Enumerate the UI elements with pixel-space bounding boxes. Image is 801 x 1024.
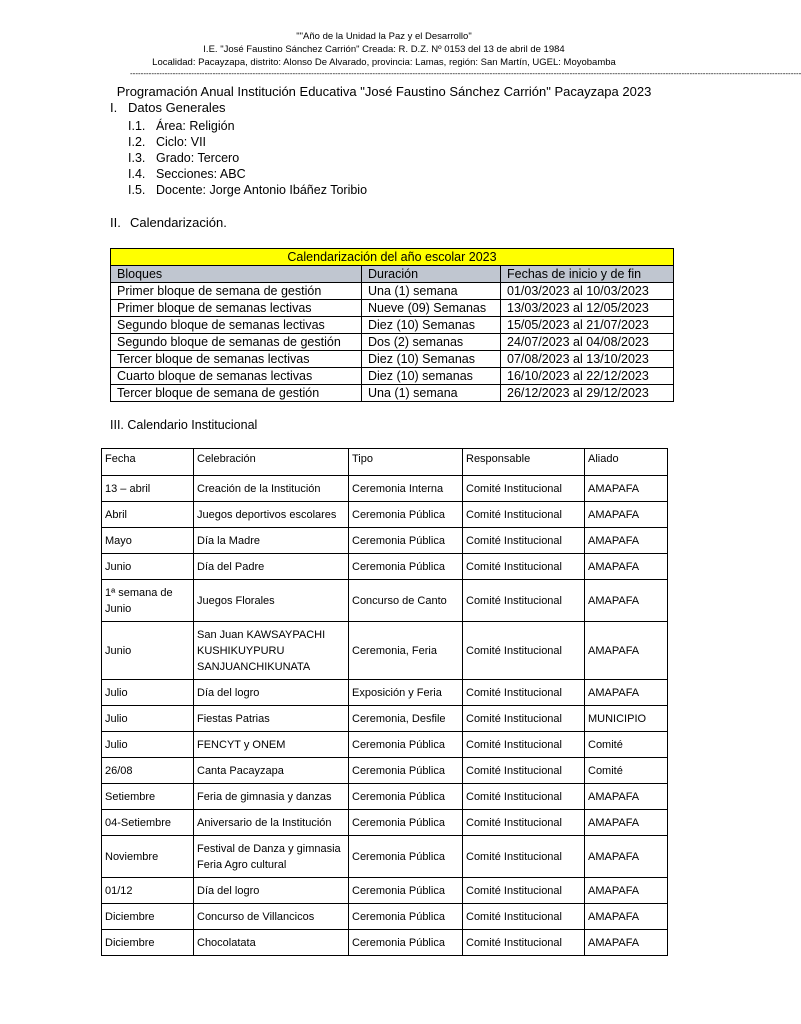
cell: Cuarto bloque de semanas lectivas [111, 368, 362, 385]
cell: Mayo [102, 528, 194, 554]
cell: Nueve (09) Semanas [362, 300, 501, 317]
cell: AMAPAFA [585, 904, 668, 930]
header-institution: I.E. "José Faustino Sánchez Carrión" Creada: R. D.Z. Nº 0153 del 13 de abril de 1984 [203, 44, 565, 55]
cell: AMAPAFA [585, 836, 668, 878]
cell: MUNICIPIO [585, 706, 668, 732]
cell: Diez (10) Semanas [362, 351, 501, 368]
cell: 01/12 [102, 878, 194, 904]
cell: Chocolatata [194, 930, 349, 956]
table-row [102, 580, 668, 622]
cell: Ceremonia Pública [349, 904, 463, 930]
cell: Día del logro [194, 680, 349, 706]
calendar-header: Fechas de inicio y de fin [501, 266, 674, 283]
cell: Ceremonia Pública [349, 784, 463, 810]
cell: 24/07/2023 al 04/08/2023 [501, 334, 674, 351]
cell: Junio [102, 622, 194, 680]
institutional-header: Fecha [102, 449, 194, 476]
cell: Comité Institucional [463, 836, 585, 878]
cell: Comité Institucional [463, 758, 585, 784]
cell: Diciembre [102, 904, 194, 930]
cell: Julio [102, 732, 194, 758]
table-row [102, 706, 668, 732]
table-row [102, 784, 668, 810]
cell: AMAPAFA [585, 810, 668, 836]
cell: Día del logro [194, 878, 349, 904]
cell: Ceremonia Pública [349, 930, 463, 956]
header-motto: ""Año de la Unidad la Paz y el Desarrollo" [296, 31, 472, 42]
table-row [102, 680, 668, 706]
cell: Feria de gimnasia y danzas [194, 784, 349, 810]
cell: Segundo bloque de semanas de gestión [111, 334, 362, 351]
cell: 04-Setiembre [102, 810, 194, 836]
cell: 15/05/2023 al 21/07/2023 [501, 317, 674, 334]
table-row [111, 334, 674, 351]
cell: Tercer bloque de semanas lectivas [111, 351, 362, 368]
cell: 16/10/2023 al 22/12/2023 [501, 368, 674, 385]
cell: 13/03/2023 al 12/05/2023 [501, 300, 674, 317]
cell: Fiestas Patrias [194, 706, 349, 732]
table-row [102, 622, 668, 680]
cell: AMAPAFA [585, 502, 668, 528]
cell: Creación de la Institución [194, 476, 349, 502]
document-title: Programación Anual Institución Educativa "José Faustino Sánchez Carrión" Pacayzapa 2023 [116, 84, 652, 99]
cell: Exposición y Feria [349, 680, 463, 706]
table-row [102, 930, 668, 956]
cell: Julio [102, 706, 194, 732]
table-row [102, 502, 668, 528]
cell: Comité Institucional [463, 810, 585, 836]
cell: Primer bloque de semana de gestión [111, 283, 362, 300]
cell: Tercer bloque de semana de gestión [111, 385, 362, 402]
cell: AMAPAFA [585, 476, 668, 502]
cell: Ceremonia Pública [349, 502, 463, 528]
institutional-header: Responsable [463, 449, 585, 476]
cell: Ceremonia Pública [349, 528, 463, 554]
cell: Ceremonia Pública [349, 878, 463, 904]
institutional-header: Aliado [585, 449, 668, 476]
cell: Ceremonia, Desfile [349, 706, 463, 732]
cell: Comité Institucional [463, 476, 585, 502]
table-row [102, 528, 668, 554]
cell: Comité Institucional [463, 784, 585, 810]
cell: AMAPAFA [585, 784, 668, 810]
general-data-item: I.5. Docente: Jorge Antonio Ibáñez Toribio [128, 183, 368, 197]
cell: Comité Institucional [463, 706, 585, 732]
cell: 26/12/2023 al 29/12/2023 [501, 385, 674, 402]
cell: Abril [102, 502, 194, 528]
institutional-header: Celebración [194, 449, 349, 476]
cell: Festival de Danza y gimnasia Feria Agro cultural [194, 836, 349, 878]
cell: Comité Institucional [463, 904, 585, 930]
cell: Día del Padre [194, 554, 349, 580]
table-row [111, 351, 674, 368]
cell: Día la Madre [194, 528, 349, 554]
section-2-heading: II. Calendarización. [110, 215, 227, 230]
cell: Comité Institucional [463, 554, 585, 580]
cell: Comité Institucional [463, 878, 585, 904]
table-row [102, 810, 668, 836]
section-1-heading: I. Datos Generales [110, 100, 226, 115]
cell: Comité Institucional [463, 622, 585, 680]
cell: Ceremonia Pública [349, 554, 463, 580]
cell: 1ª semana de Junio [102, 580, 194, 622]
table-row [102, 878, 668, 904]
cell: Ceremonia Pública [349, 836, 463, 878]
general-data-item: I.4. Secciones: ABC [128, 167, 246, 181]
table-row [111, 283, 674, 300]
cell: Concurso de Canto [349, 580, 463, 622]
cell: AMAPAFA [585, 622, 668, 680]
cell: Diez (10) Semanas [362, 317, 501, 334]
cell: Ceremonia, Feria [349, 622, 463, 680]
cell: Segundo bloque de semanas lectivas [111, 317, 362, 334]
cell: AMAPAFA [585, 930, 668, 956]
header-location: Localidad: Pacayzapa, distrito: Alonso De Alvarado, provincia: Lamas, región: San Martín, UGEL: Moyobamba [152, 57, 616, 68]
cell: AMAPAFA [585, 528, 668, 554]
table-row [111, 385, 674, 402]
cell: AMAPAFA [585, 680, 668, 706]
cell: San Juan KAWSAYPACHI KUSHIKUYPURU SANJUANCHIKUNATA [194, 622, 349, 680]
cell: 07/08/2023 al 13/10/2023 [501, 351, 674, 368]
table-row [102, 758, 668, 784]
table-row [102, 904, 668, 930]
general-data-item: I.1. Área: Religión [128, 119, 235, 133]
cell: Comité Institucional [463, 680, 585, 706]
cell: Canta Pacayzapa [194, 758, 349, 784]
cell: FENCYT y ONEM [194, 732, 349, 758]
cell: Juegos deportivos escolares [194, 502, 349, 528]
header-divider: ------------------------------------------------------------------------------------------------------------------------------------------------------------------------------------------------------------------------------------------------------------ [130, 69, 801, 78]
section-3-heading: III. Calendario Institucional [110, 418, 258, 432]
cell: 26/08 [102, 758, 194, 784]
cell: Ceremonia Pública [349, 758, 463, 784]
school-calendar-table [110, 248, 674, 402]
cell: Primer bloque de semanas lectivas [111, 300, 362, 317]
cell: Comité [585, 758, 668, 784]
cell: Concurso de Villancicos [194, 904, 349, 930]
cell: Ceremonia Interna [349, 476, 463, 502]
table-row [102, 732, 668, 758]
table-row [111, 317, 674, 334]
cell: Comité Institucional [463, 580, 585, 622]
cell: Diez (10) semanas [362, 368, 501, 385]
general-data-item: I.2. Ciclo: VII [128, 135, 207, 149]
cell: 13 – abril [102, 476, 194, 502]
cell: Ceremonia Pública [349, 810, 463, 836]
cell: Comité Institucional [463, 528, 585, 554]
cell: Una (1) semana [362, 385, 501, 402]
calendar-header: Duración [362, 266, 501, 283]
cell: Comité Institucional [463, 502, 585, 528]
calendar-header: Bloques [111, 266, 362, 283]
cell: Junio [102, 554, 194, 580]
cell: Noviembre [102, 836, 194, 878]
general-data-item: I.3. Grado: Tercero [128, 151, 240, 165]
table-row [102, 554, 668, 580]
table-row [111, 368, 674, 385]
table-row [111, 300, 674, 317]
institutional-calendar-table [101, 448, 668, 956]
calendar-caption: Calendarización del año escolar 2023 [111, 249, 674, 266]
cell: Comité Institucional [463, 930, 585, 956]
table-row [102, 476, 668, 502]
cell: Setiembre [102, 784, 194, 810]
cell: AMAPAFA [585, 580, 668, 622]
cell: 01/03/2023 al 10/03/2023 [501, 283, 674, 300]
cell: AMAPAFA [585, 554, 668, 580]
cell: Comité Institucional [463, 732, 585, 758]
cell: Comité [585, 732, 668, 758]
cell: Juegos Florales [194, 580, 349, 622]
cell: AMAPAFA [585, 878, 668, 904]
cell: Aniversario de la Institución [194, 810, 349, 836]
cell: Diciembre [102, 930, 194, 956]
cell: Ceremonia Pública [349, 732, 463, 758]
cell: Una (1) semana [362, 283, 501, 300]
cell: Dos (2) semanas [362, 334, 501, 351]
cell: Julio [102, 680, 194, 706]
institutional-header: Tipo [349, 449, 463, 476]
table-row [102, 836, 668, 878]
